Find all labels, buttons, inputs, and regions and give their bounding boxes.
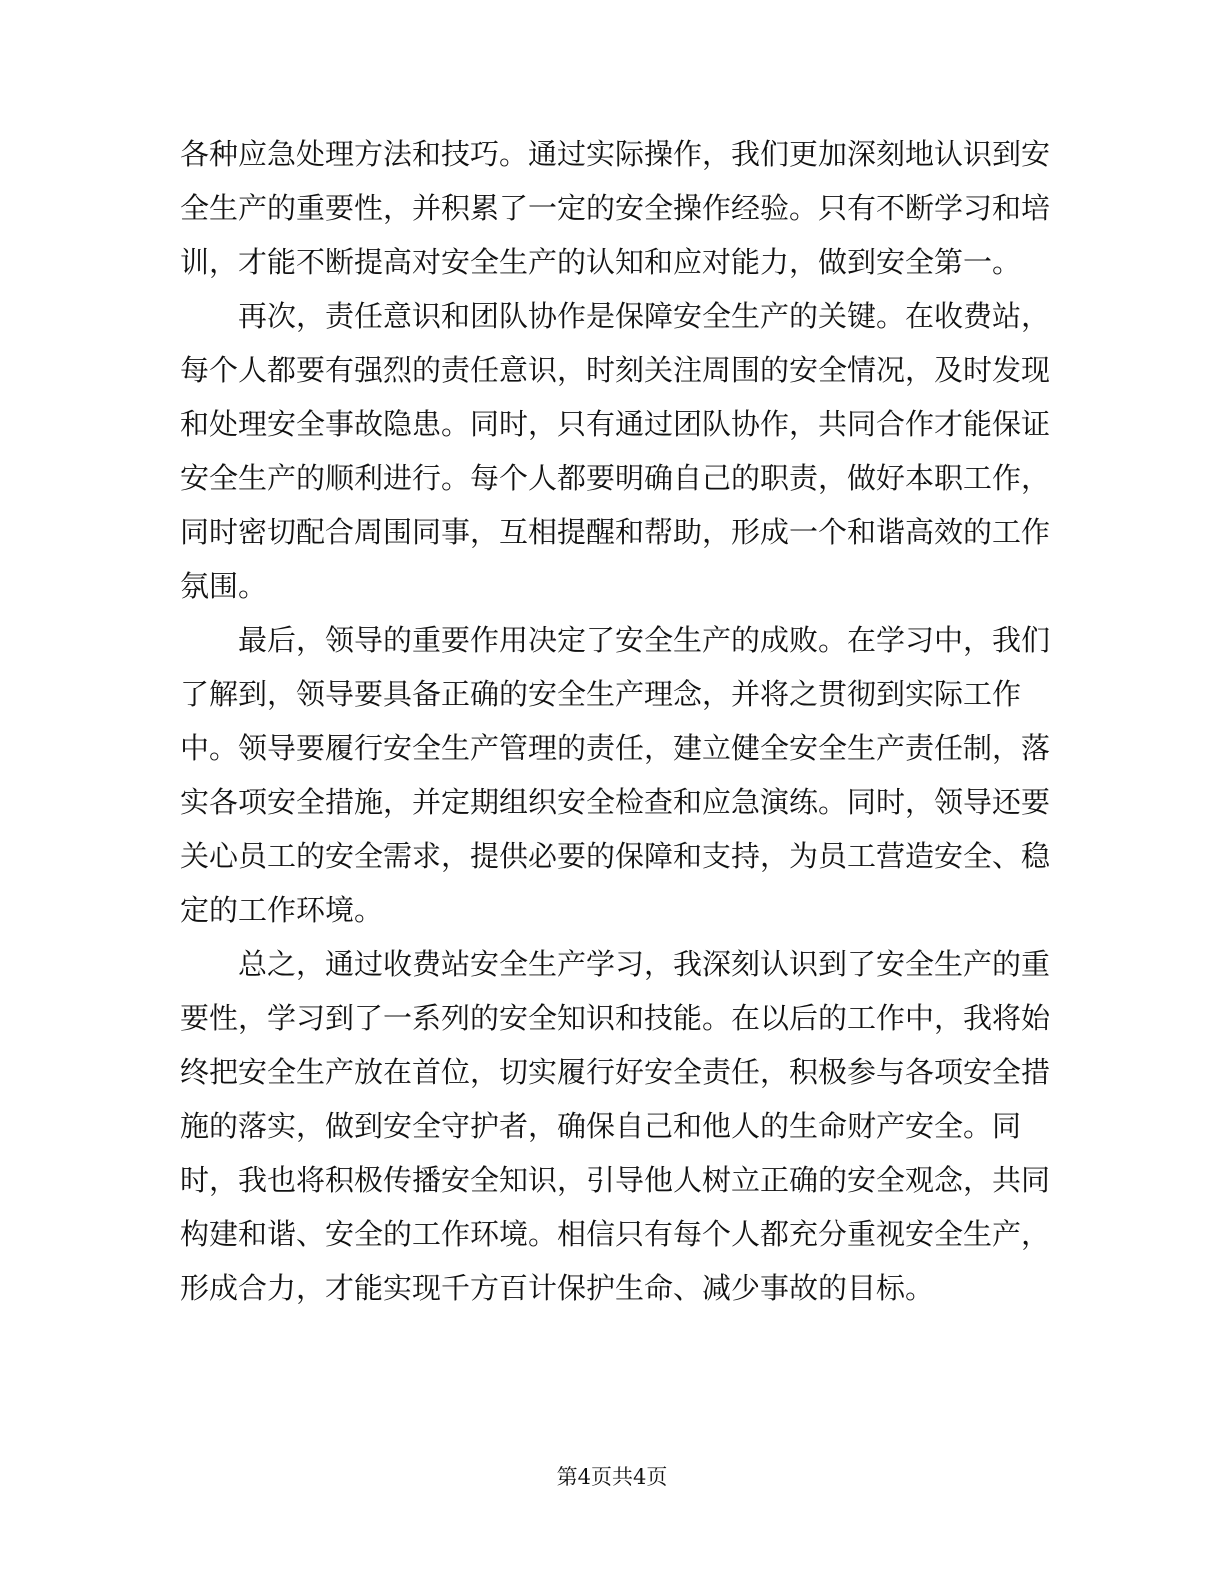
- text-line: 氛围。: [180, 569, 268, 603]
- page-footer: 第4页共4页: [556, 1465, 668, 1489]
- text-line: 全生产的重要性，并积累了一定的安全操作经验。只有不断学习和培: [180, 191, 1051, 225]
- text-line: 安全生产的顺利进行。每个人都要明确自己的职责，做好本职工作，: [180, 461, 1051, 495]
- text-line: 各种应急处理方法和技巧。通过实际操作，我们更加深刻地认识到安: [180, 137, 1051, 171]
- text-line: 每个人都要有强烈的责任意识，时刻关注周围的安全情况，及时发现: [180, 353, 1051, 387]
- text-line: 了解到，领导要具备正确的安全生产理念，并将之贯彻到实际工作: [180, 677, 1022, 711]
- text-line: 构建和谐、安全的工作环境。相信只有每个人都充分重视安全生产，: [180, 1217, 1051, 1251]
- paragraph-start: 再次，责任意识和团队协作是保障安全生产的关键。在收费站，: [238, 299, 1051, 333]
- text-line: 施的落实，做到安全守护者，确保自己和他人的生命财产安全。同: [180, 1109, 1022, 1143]
- text-line: 形成合力，才能实现千方百计保护生命、减少事故的目标。: [180, 1271, 935, 1305]
- paragraph-start: 总之，通过收费站安全生产学习，我深刻认识到了安全生产的重: [238, 947, 1051, 981]
- text-line: 要性，学习到了一系列的安全知识和技能。在以后的工作中，我将始: [180, 1001, 1051, 1035]
- paragraph-start: 最后，领导的重要作用决定了安全生产的成败。在学习中，我们: [238, 623, 1051, 657]
- text-line: 同时密切配合周围同事，互相提醒和帮助，形成一个和谐高效的工作: [180, 515, 1051, 549]
- text-line: 实各项安全措施，并定期组织安全检查和应急演练。同时，领导还要: [180, 785, 1051, 819]
- text-line: 训，才能不断提高对安全生产的认知和应对能力，做到安全第一。: [180, 245, 1022, 279]
- text-line: 关心员工的安全需求，提供必要的保障和支持，为员工营造安全、稳: [180, 839, 1051, 873]
- text-line: 终把安全生产放在首位，切实履行好安全责任，积极参与各项安全措: [180, 1055, 1051, 1089]
- text-line: 时，我也将积极传播安全知识，引导他人树立正确的安全观念，共同: [180, 1163, 1051, 1197]
- text-line: 定的工作环境。: [180, 893, 384, 927]
- text-line: 中。领导要履行安全生产管理的责任，建立健全安全生产责任制，落: [180, 731, 1051, 765]
- text-line: 和处理安全事故隐患。同时，只有通过团队协作，共同合作才能保证: [180, 407, 1051, 441]
